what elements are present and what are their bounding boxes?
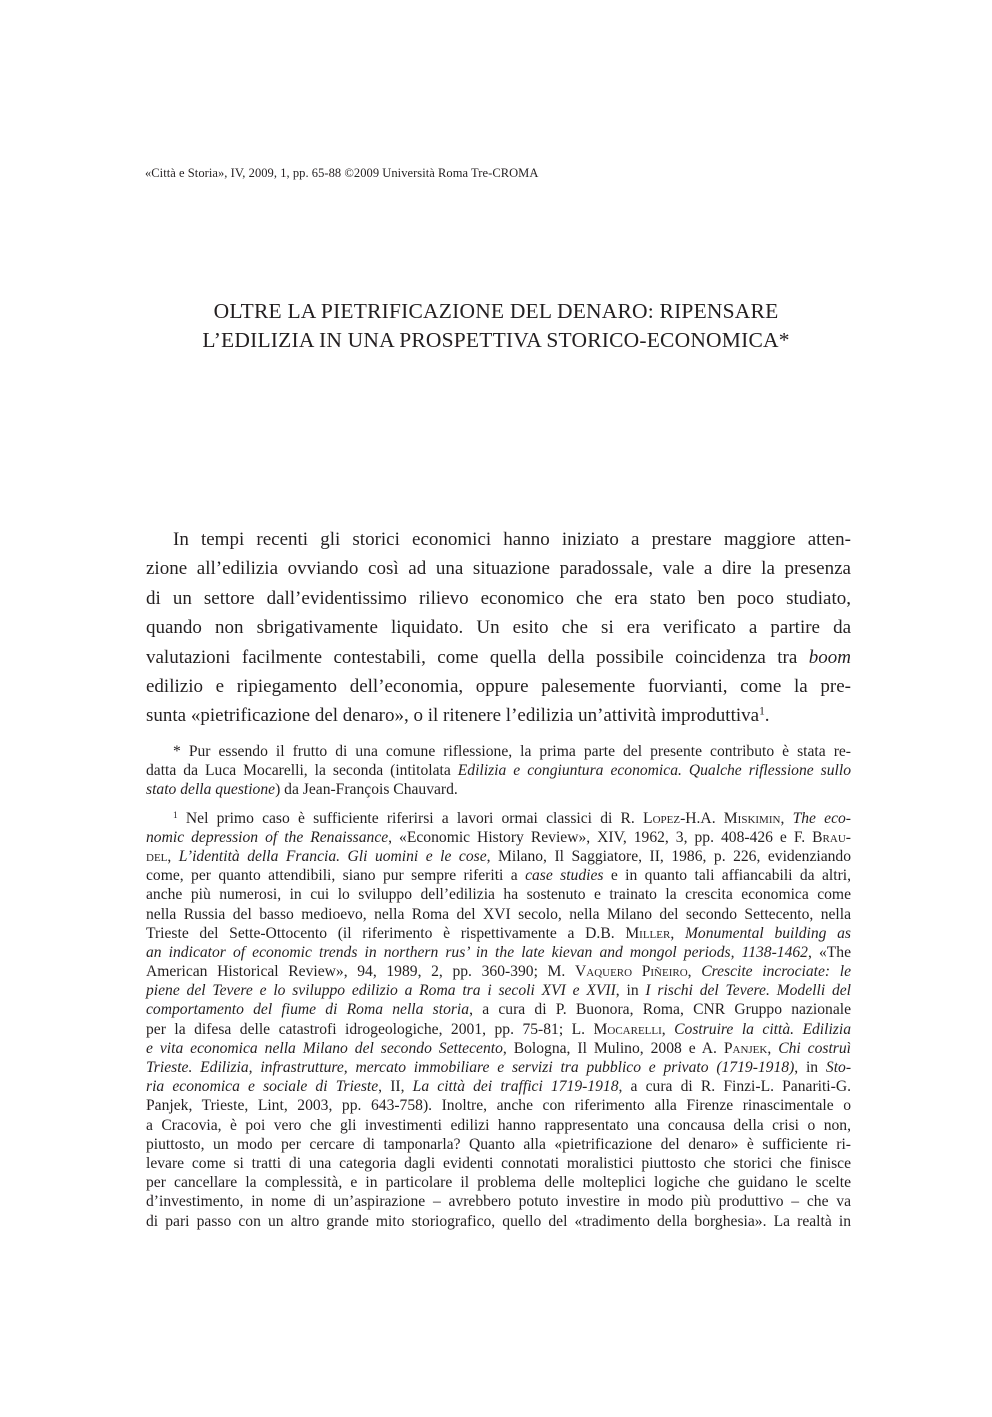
italic-text: I rischi del Tevere. Modelli del — [645, 982, 851, 1000]
author-name: Vaquero Piñeiro — [574, 963, 688, 981]
footnote — [146, 742, 851, 800]
title-line: L’EDILIZIA IN UNA PROSPETTIVA STORICO-ECONOMICA* — [202, 328, 790, 352]
text-run: edilizio e ripiegamento dell’economia, oppure palesemente fuorvianti, come la pre- — [146, 675, 851, 697]
author-name: Miskimin — [723, 809, 781, 827]
italic-text: comportamento del fiume di Roma nella storia — [146, 1001, 470, 1019]
text-run: come, per quanto attendibili, siano pur sempre riferiti a — [146, 867, 526, 885]
footnote-line — [146, 1135, 851, 1154]
text-run: * Pur essendo il frutto di una comune riflessione, la prima parte del presente contributo è stata re- — [173, 743, 851, 760]
footnote-line — [146, 866, 851, 885]
italic-text: Edilizia e congiuntura economica. Qualche riflessione sullo — [457, 762, 851, 780]
footnote — [146, 809, 851, 1231]
footnote-ref: 1 — [173, 810, 178, 821]
text-run: di pari passo con un altro grande mito storiografico, quello del «tradimento della borghesia». La realtà in — [146, 1212, 851, 1230]
italic-text: piene del Tevere e lo sviluppo edilizio a Roma tra i secoli XVI e XVII — [146, 982, 616, 1000]
italic-text: La città dei traffici 1719-1918 — [412, 1078, 619, 1096]
body-line — [146, 525, 851, 554]
text-run: , II, — [378, 1078, 413, 1096]
footnote-line — [146, 828, 851, 847]
body-line — [146, 554, 851, 583]
text-run: per cancellare la complessità, e in particolare il problema delle molteplici logiche che guidano le scelte — [146, 1174, 851, 1192]
text-run: , — [767, 1039, 779, 1057]
footnotes — [146, 742, 851, 1231]
footnote-line — [146, 905, 851, 924]
footnote-line — [146, 780, 851, 799]
footnote-line — [146, 761, 851, 780]
running-head: «Città e Storia», IV, 2009, 1, pp. 65-88 ©2009 Università Roma Tre-CROMA — [145, 166, 539, 180]
text-run: e in quanto tali affiancabili da altri, — [603, 867, 851, 885]
body-paragraph — [146, 525, 851, 731]
text-run: piuttosto, un modo per cercare di tamponarla? Quanto alla «pietrificazione del denaro» è sufficiente ri- — [146, 1135, 851, 1153]
italic-text: ria economica e sociale di Trieste — [146, 1078, 379, 1096]
footnote-ref: 1 — [759, 706, 765, 719]
text-run: anche più numerosi, in cui lo sviluppo dell’edilizia ha sostenuto e trainato la crescita economica come — [146, 886, 851, 904]
italic-text: Chi costruì — [778, 1039, 851, 1057]
italic-text: The eco- — [792, 809, 851, 827]
italic-text: nomic depression of the Renaissance — [146, 828, 389, 846]
footnote-line — [146, 962, 851, 981]
text-run: di un settore dall’evidentissimo rilievo economico che era stato ben poco studiato, — [146, 587, 851, 609]
title-line: OLTRE LA PIETRIFICAZIONE DEL DENARO: RIPENSARE — [213, 299, 779, 323]
footnote-line — [146, 847, 851, 866]
text-run: , Milano, Il Saggiatore, II, 1986, p. 226, evidenziando — [486, 847, 852, 865]
text-run: a Cracovia, è poi vero che gli investimenti edilizi hanno rappresentato una concausa della crisi o non, — [146, 1116, 851, 1134]
italic-text: Trieste. Edilizia, infrastrutture, mercato immobiliare e servizi tra pubblico e privato (1719-1918) — [146, 1059, 795, 1076]
text-run: , — [670, 924, 685, 942]
text-run: , — [661, 1020, 675, 1038]
footnote-line — [146, 1039, 851, 1058]
author-name: Mocarelli — [593, 1020, 662, 1038]
footnote-line — [146, 1173, 851, 1192]
footnote-line — [146, 1212, 851, 1231]
italic-text: case studies — [525, 867, 604, 885]
text-run: zione all’edilizia ovviando così ad una situazione paradossale, vale a dire la presenza — [146, 558, 851, 580]
text-run: , — [167, 847, 179, 865]
text-run: Nel primo caso è sufficiente riferirsi a lavori ormai classici di R. — [177, 809, 644, 827]
text-run: per la difesa delle catastrofi idrogeologiche, 2001, pp. 75-81; L. — [146, 1020, 594, 1038]
footnote-line — [146, 1000, 851, 1019]
italic-text: boom — [808, 646, 851, 668]
italic-text: Sto- — [825, 1059, 852, 1076]
footnote-line — [146, 885, 851, 904]
footnote-line — [146, 1058, 851, 1077]
footnote-line — [146, 943, 851, 962]
text-run: , «The — [807, 943, 851, 961]
text-run: Trieste del Sette-Ottocento (il riferimento è rispettivamente a D.B. — [146, 924, 626, 942]
footnote-line — [146, 1116, 851, 1135]
footnote-line — [146, 742, 851, 761]
footnote-line — [146, 809, 851, 828]
footnote-line — [146, 981, 851, 1000]
italic-text: Crescite incrociate: le — [701, 963, 851, 981]
text-run: sunta «pietrificazione del denaro», o il ritenere l’edilizia un’attività improduttiva — [146, 705, 760, 727]
footnote-line — [146, 1154, 851, 1173]
body-line — [146, 584, 851, 613]
text-run: , Bologna, Il Mulino, 2008 e A. — [502, 1039, 724, 1057]
body-line — [146, 613, 851, 642]
text-run: quando non sbrigativamente liquidato. Un esito che si era verificato a partire da — [146, 617, 851, 639]
italic-text: Costruire la città. Edilizia — [674, 1020, 852, 1038]
italic-text: e vita economica nella Milano del secondo Settecento — [146, 1039, 503, 1057]
text-run: nella Russia del basso medioevo, nella Roma del XVI secolo, nella Milano del secondo Settecento, nella — [146, 905, 851, 923]
text-run: , «Economic History Review», XIV, 1962, 3, pp. 408-426 e F. — [388, 828, 813, 846]
author-name: Panjek — [723, 1039, 768, 1057]
text-run: , a cura di R. Finzi-L. Panariti-G. — [618, 1078, 851, 1096]
text-run: , in — [794, 1059, 826, 1076]
text-run: In tempi recenti gli storici economici hanno iniziato a prestare maggiore atten- — [173, 529, 851, 550]
body-line — [146, 672, 851, 701]
article-title — [100, 297, 892, 355]
author-name: Brau- — [812, 828, 851, 846]
text-run: d’investimento, in nome di un’aspirazione – avrebbero potuto investire in modo più produttivo – che va — [146, 1193, 851, 1211]
footnote-line — [146, 1192, 851, 1211]
footnote-line — [146, 924, 851, 943]
text-run: , a cura di P. Buonora, Roma, CNR Gruppo nazionale — [469, 1001, 851, 1019]
footnote-line — [146, 1096, 851, 1115]
text-run: valutazioni facilmente contestabili, come quella della possibile coincidenza tra — [146, 646, 809, 668]
italic-text: L’identità della Francia. Gli uomini e le cose — [178, 847, 487, 865]
italic-text: an indicator of economic trends in northern rus’ in the late kievan and mongol periods, 1138-1462 — [146, 943, 808, 961]
footnote-line — [146, 1077, 851, 1096]
footnote-line — [146, 1020, 851, 1039]
italic-text: stato della questione — [146, 781, 276, 799]
text-run: ) da Jean-François Chauvard. — [275, 781, 458, 799]
author-name: Lopez — [643, 809, 681, 827]
text-run: , — [687, 963, 702, 981]
text-run: , in — [615, 982, 646, 1000]
text-run: levare come si tratti di una categoria dagli evidenti connotati moralistici piuttosto che storici che finisce — [146, 1154, 851, 1172]
text-run: American Historical Review», 94, 1989, 2, pp. 360-390; M. — [146, 963, 575, 981]
author-name: del — [146, 847, 168, 865]
text-run: -H.A. — [680, 809, 724, 827]
body-line — [146, 701, 851, 730]
italic-text: Monumental building as — [684, 924, 851, 942]
author-name: Miller — [625, 924, 671, 942]
body-line — [146, 643, 851, 672]
text-run: Panjek, Trieste, Lint, 2003, pp. 643-758). Inoltre, anche con riferimento alla Firenze rinascimentale o — [146, 1097, 851, 1115]
text-run: datta da Luca Mocarelli, la seconda (intitolata — [146, 762, 458, 780]
text-run: , — [780, 809, 793, 827]
text-run: . — [764, 705, 770, 727]
